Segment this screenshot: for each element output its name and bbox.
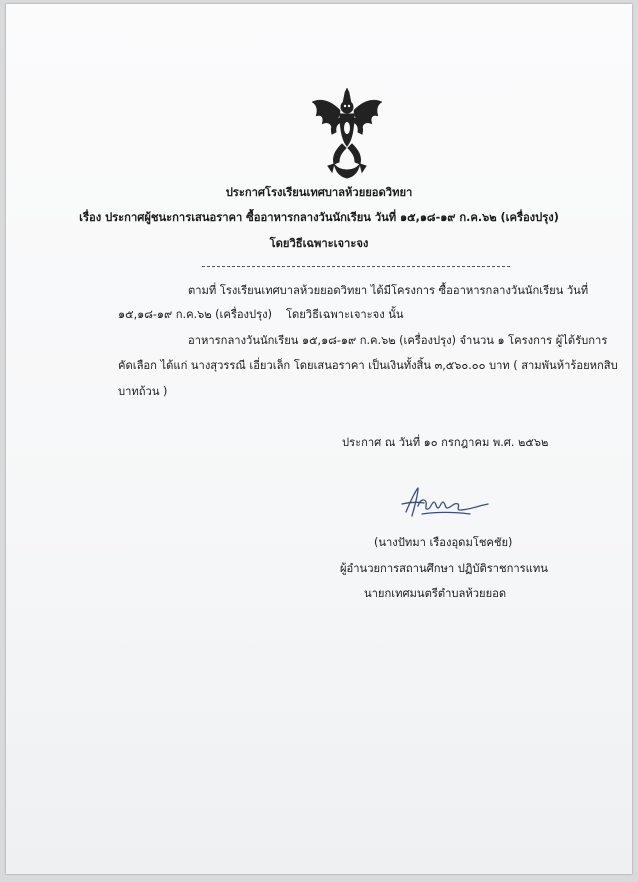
announcement-subject: เรื่อง ประกาศผู้ชนะการเสนอราคา ซื้ออาหารกลางวันนักเรียน วันที่ ๑๕,๑๘-๑๙ ก.ค.๖๒ (เครื่องปรุง) bbox=[79, 211, 559, 224]
paragraph2-line1: อาหารกลางวันนักเรียน ๑๕,๑๘-๑๙ ก.ค.๖๒ (เครื่องปรุง) จำนวน ๑ โครงการ ผู้ได้รับการ bbox=[188, 334, 608, 347]
document-page bbox=[6, 4, 632, 874]
signature-icon bbox=[396, 482, 492, 524]
date-line: ประกาศ ณ วันที่ ๑๐ กรกฎาคม พ.ศ. ๒๕๖๒ bbox=[342, 436, 549, 449]
signatory-position2: นายกเทศมนตรีตำบลห้วยยอด bbox=[364, 587, 507, 600]
garuda-emblem-icon bbox=[306, 88, 388, 180]
paragraph1-line2 bbox=[118, 307, 404, 323]
signatory-name: (นางปัทมา เรืองอุดมโชคชัย) bbox=[374, 536, 513, 549]
paragraph1-line1: ตามที่ โรงเรียนเทศบาลห้วยยอดวิทยา ได้มีโครงการ ซื้ออาหารกลางวันนักเรียน วันที่ bbox=[188, 284, 589, 297]
paragraph2-line2: คัดเลือก ได้แก่ นางสุวรรณี เอี่ยวเล็ก โดยเสนอราคา เป็นเงินทั้งสิ้น ๓,๕๖๐.๐๐ บาท ( สามพันห้าร้อยหกสิบ bbox=[118, 359, 618, 372]
signatory-position1: ผู้อำนวยการสถานศึกษา ปฏิบัติราชการแทน bbox=[340, 562, 548, 575]
paragraph1-line2-method: โดยวิธีเฉพาะเจาะจง นั้น bbox=[285, 308, 404, 321]
announcement-method: โดยวิธีเฉพาะเจาะจง bbox=[269, 237, 369, 250]
divider bbox=[202, 266, 510, 267]
announcement-title: ประกาศโรงเรียนเทศบาลห้วยยอดวิทยา bbox=[225, 186, 413, 199]
paragraph2-line3: บาทถ้วน ) bbox=[118, 385, 168, 398]
paragraph1-line2-date: ๑๕,๑๘-๑๙ ก.ค.๖๒ (เครื่องปรุง) bbox=[118, 308, 272, 321]
